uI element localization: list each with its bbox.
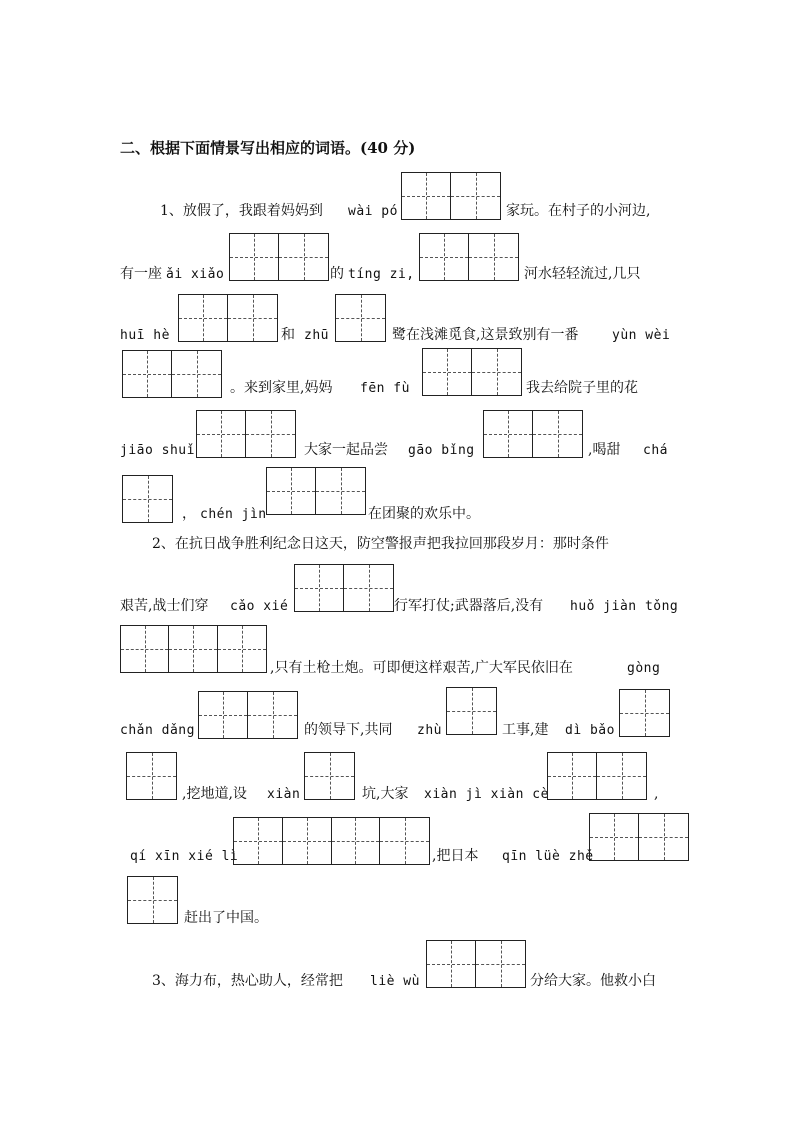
p2-text: ,把日本 [432, 848, 479, 864]
answer-box-xian[interactable] [304, 752, 355, 800]
p2-text: 赶出了中国。 [184, 910, 268, 926]
answer-box-jiaoshui[interactable] [196, 410, 296, 458]
p2-text: 坑,大家 [362, 786, 409, 802]
pinyin-chenjin: chén jìn [200, 507, 267, 522]
answer-box-tingzi[interactable] [419, 233, 519, 281]
pinyin-jiaoshui: jiāo shuǐ [120, 443, 195, 458]
answer-box-huojiantong[interactable] [120, 625, 267, 673]
answer-box-gongchandang[interactable] [198, 691, 298, 739]
answer-box-dibao-1[interactable] [619, 689, 670, 737]
pinyin-gong: gòng [627, 661, 661, 676]
pinyin-fenfu: fēn fù [360, 381, 410, 396]
pinyin-huojiantong: huǒ jiàn tǒng [570, 599, 679, 614]
pinyin-tingzi: tíng zi, [348, 267, 415, 282]
p2-text: 工事,建 [502, 722, 549, 738]
pinyin-huihe: huī hè [120, 328, 170, 343]
p1-text: 我去给院子里的花 [526, 380, 638, 396]
p2-text: 2、在抗日战争胜利纪念日这天，防空警报声把我拉回那段岁月：那时条件 [152, 536, 609, 552]
pinyin-waipo: wài pó [348, 204, 398, 219]
pinyin-xianjixiance: xiàn jì xiàn cè [424, 787, 549, 802]
pinyin-dibao: dì bǎo [565, 723, 615, 738]
p2-text: 行军打仗;武器落后,没有 [394, 598, 544, 614]
p2-text: 艰苦,战士们穿 [120, 598, 209, 614]
answer-box-qinluezhe-2[interactable] [127, 876, 178, 924]
pinyin-gaobing: gāo bǐng [408, 443, 475, 458]
answer-box-xianjixiance[interactable] [547, 752, 647, 800]
answer-box-cha[interactable] [122, 475, 173, 523]
pinyin-aixiao: ǎi xiǎo [166, 267, 225, 282]
p1-text: 的 [330, 266, 344, 282]
p3-text: 分给大家。他救小白 [530, 973, 656, 989]
p1-text: 鹭在浅滩觅食,这景致别有一番 [392, 327, 579, 343]
answer-box-gaobing[interactable] [483, 410, 583, 458]
pinyin-xian: xiàn [267, 787, 301, 802]
p1-text: ,喝甜 [588, 442, 621, 458]
answer-box-qixinxieli[interactable] [233, 817, 430, 865]
p2-text: , [654, 786, 659, 802]
answer-box-fenfu[interactable] [422, 348, 522, 396]
p1-text: 。来到家里,妈妈 [230, 380, 333, 396]
answer-box-waipo[interactable] [401, 172, 501, 220]
answer-box-yunwei[interactable] [122, 350, 222, 398]
answer-box-huihe[interactable] [178, 294, 278, 342]
answer-box-caoxie[interactable] [294, 564, 394, 612]
answer-box-liewu[interactable] [426, 940, 526, 988]
p1-text: 1、放假了，我跟着妈妈到 [160, 203, 323, 219]
answer-box-dibao-2[interactable] [126, 752, 177, 800]
answer-box-chenjin[interactable] [266, 467, 366, 515]
answer-box-zhu[interactable] [335, 294, 386, 342]
pinyin-caoxie: cǎo xié [230, 599, 289, 614]
answer-box-qinluezhe-1[interactable] [589, 813, 689, 861]
p3-text: 3、海力布，热心助人，经常把 [152, 973, 343, 989]
p2-text: 的领导下,共同 [304, 722, 393, 738]
p1-text: 和 [281, 327, 295, 343]
pinyin-yunwei: yùn wèi [612, 328, 671, 343]
p1-text: 家玩。在村子的小河边, [506, 203, 651, 219]
answer-box-aixiao[interactable] [229, 233, 329, 281]
pinyin-qixinxieli: qí xīn xié lì [130, 849, 239, 864]
p1-text: 有一座 [120, 266, 162, 282]
p1-text: ， [182, 506, 196, 522]
p2-text: ,只有土枪土炮。可即便这样艰苦,广大军民依旧在 [270, 660, 573, 676]
pinyin-chandang: chǎn dǎng [120, 723, 195, 738]
p2-text: ,挖地道,设 [182, 786, 247, 802]
p1-text: 在团聚的欢乐中。 [368, 506, 480, 522]
pinyin-zhu2: zhù [417, 723, 442, 738]
p1-text: 大家一起品尝 [304, 442, 388, 458]
pinyin-zhu: zhū [304, 328, 329, 343]
section-heading: 二、根据下面情景写出相应的词语。(40 分) [120, 139, 416, 157]
pinyin-liewu: liè wù [370, 974, 420, 989]
pinyin-cha: chá [643, 443, 668, 458]
p1-text: 河水轻轻流过,几只 [524, 266, 641, 282]
answer-box-zhu2[interactable] [446, 687, 497, 735]
pinyin-qinluezhe: qīn lüè zhě [502, 849, 594, 864]
